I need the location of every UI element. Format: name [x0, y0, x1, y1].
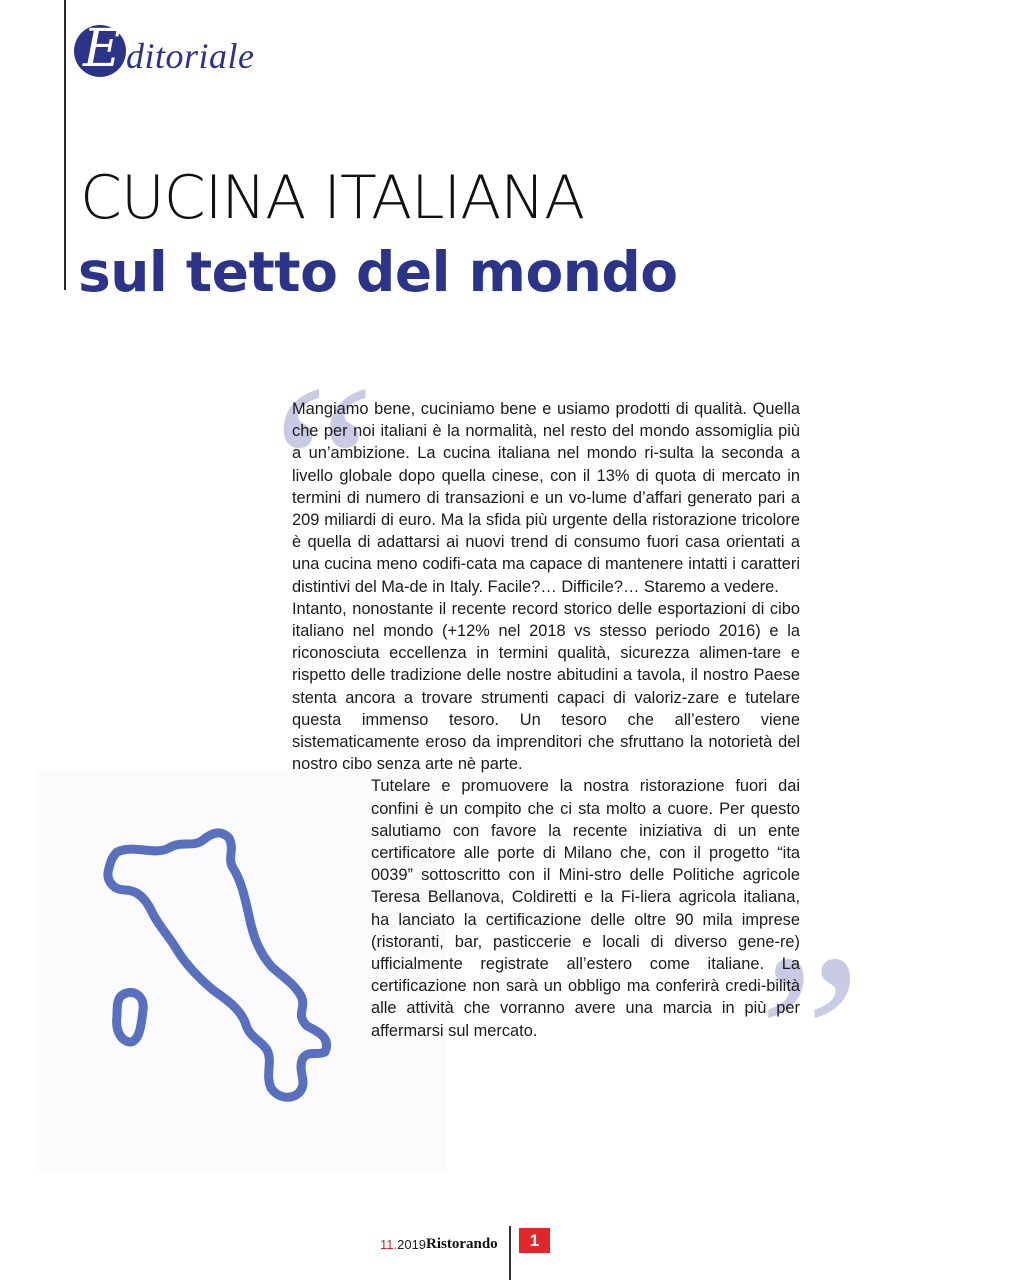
close-quote-mark: ”: [734, 907, 862, 1162]
map-wrap-spacer: [292, 953, 371, 1041]
headline-line-1: CUCINA ITALIANA: [80, 163, 585, 233]
footer-divider: [509, 1226, 511, 1280]
editorial-paragraph-3: Tutelare e promuovere la nostra ristorazione fuori dai confini è un compito che ci sta molto a cuore. Per questo salutiamo con favore la recente iniziativa di un ente certificatore alle porte di Milano che, con il progetto “ita 0039” sottoscritto con il Mini-stro delle Politiche agricole Teresa Bellanova, Coldiretti e la Fi-liera agricola italiana, ha lanciato la certificazione delle oltre 90 mila imprese (ristoranti, bar, pasticcerie e locali di diverso gene-re) ufficialmente registrate all’estero come italiane. La certificazione non sarà un obbligo ma conferirà credi-bilità alle attività che vorranno avere una marcia in più per affermarsi sul mercato.: [292, 775, 800, 1041]
footer-magazine-name: Ristorando: [426, 1236, 498, 1252]
footer-issue-year: 2019: [397, 1237, 427, 1252]
editorial-paragraph-2: Intanto, nonostante il recente record storico delle esportazioni di cibo italiano nel mondo (+12% nel 2018 vs stesso periodo 2016) e la riconosciuta eccellenza in termini qualità, sicurezza alimen-tare e rispetto delle tradizione delle nostre abitudini a tavola, il nostro Paese stenta ancora a trovare strumenti capaci di valoriz-zare e tutelare questa immenso tesoro. Un tesoro che all’estero viene sistematicamente eroso da imprenditori che sfruttano la notorietà del nostro cibo senza arte nè parte.: [292, 599, 800, 774]
open-quote-mark: “: [250, 337, 378, 592]
headline-line-2: sul tetto del mondo: [78, 240, 678, 304]
section-label: ditoriale: [126, 36, 255, 76]
editorial-paragraph-1: Mangiamo bene, cuciniamo bene e usiamo prodotti di qualità. Quella che per noi italiani è la normalità, nel resto del mondo assomiglia più a un’ambizione. La cucina italiana nel mondo ri-sulta la seconda a livello globale dopo quella cinese, con il 13% di quota di mercato in termini di numero di transazioni e un vo-lume d’affari generato pari a 209 miliardi di euro. Ma la sfida più urgente della ristorazione tricolore è quella di adattarsi ai nuovi trend di consumo fuori casa orientati a una cucina meno codifi-cata ma capace di mantenere intatti i caratteri distintivi del Ma-de in Italy. Facile?… Difficile?… Staremo a vedere.: [292, 400, 800, 596]
footer-issue: [380, 1237, 426, 1252]
editorial-body: [292, 398, 800, 1042]
page-number: 1: [519, 1228, 550, 1253]
footer-issue-month: 11.: [380, 1237, 398, 1252]
margin-rule: [64, 0, 66, 290]
section-initial: E: [83, 19, 121, 79]
